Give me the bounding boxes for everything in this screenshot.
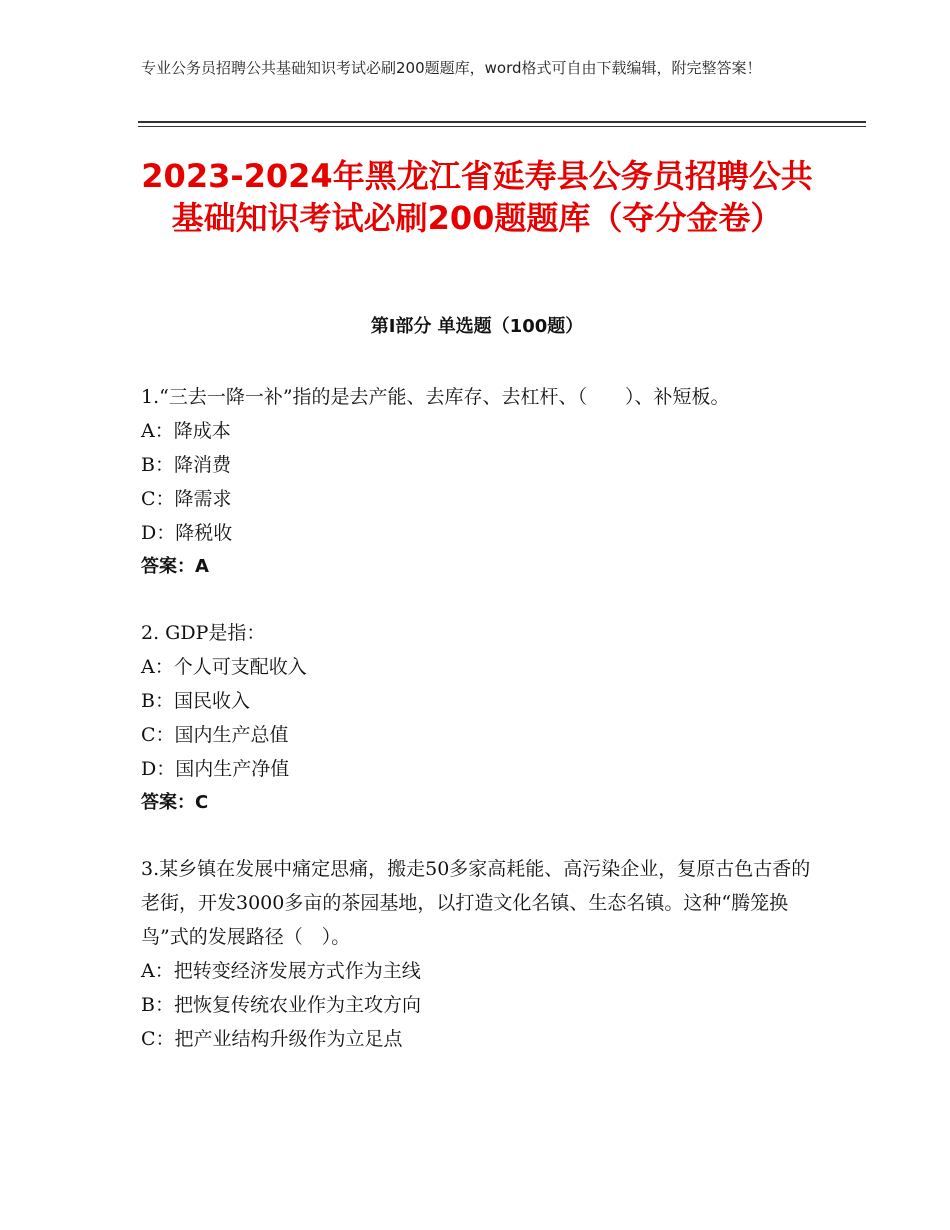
question-list bbox=[141, 380, 811, 1088]
answer: 答案：C bbox=[141, 792, 209, 813]
option-b: B：国民收入 bbox=[141, 690, 250, 712]
option-b: B：降消费 bbox=[141, 454, 231, 476]
document-title: 2023-2024年黑龙江省延寿县公务员招聘公共基础知识考试必刷200题题库（夺分金卷） bbox=[141, 157, 813, 237]
option-a: A：把转变经济发展方式作为主线 bbox=[141, 960, 421, 982]
option-a: A：个人可支配收入 bbox=[141, 656, 307, 678]
header-rule-thin bbox=[138, 126, 866, 127]
question-1 bbox=[141, 380, 811, 584]
question-stem: 1.“三去一降一补”指的是去产能、去库存、去杠杆、（ ）、补短板。 bbox=[141, 386, 730, 408]
option-b: B：把恢复传统农业作为主攻方向 bbox=[141, 994, 421, 1016]
question-3 bbox=[141, 852, 811, 1056]
option-d: D：国内生产净值 bbox=[141, 758, 290, 780]
section-title: 第Ⅰ部分 单选题（100题） bbox=[370, 316, 584, 337]
option-d: D：降税收 bbox=[141, 522, 233, 544]
option-c: C：降需求 bbox=[141, 488, 232, 510]
question-stem: 3.某乡镇在发展中痛定思痛，搬走50多家高耗能、高污染企业，复原古色古香的老街，开发3000多亩的茶园基地，以打造文化名镇、生态名镇。这种“腾笼换鸟”式的发展路径（ ）。 bbox=[141, 858, 811, 948]
header-rule-thick bbox=[138, 121, 866, 123]
question-2 bbox=[141, 616, 811, 820]
option-c: C：国内生产总值 bbox=[141, 724, 289, 746]
option-c: C：把产业结构升级作为立足点 bbox=[141, 1028, 403, 1050]
answer: 答案：A bbox=[141, 556, 209, 577]
question-stem: 2. GDP是指： bbox=[141, 622, 266, 644]
option-a: A：降成本 bbox=[141, 420, 231, 442]
header-note: 专业公务员招聘公共基础知识考试必刷200题题库，word格式可自由下载编辑，附完整答案！ bbox=[141, 59, 762, 77]
